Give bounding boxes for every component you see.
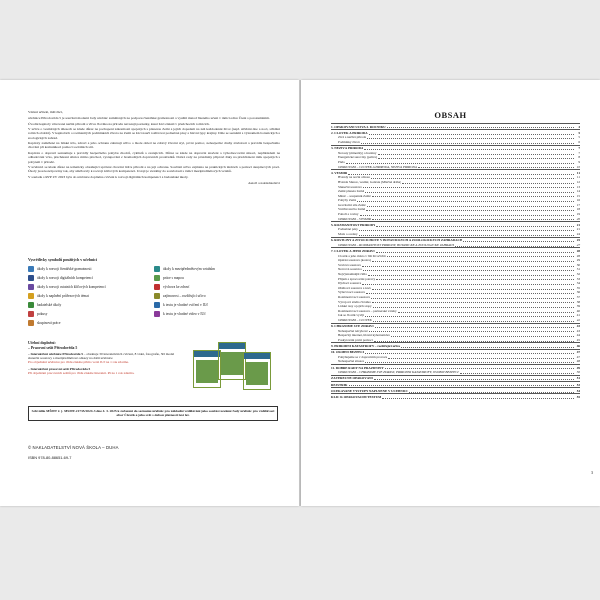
supplement-description: – obsahuje 30 interaktivních cvičení, 8 videí, fotografie, 3D model sluneční soustavy a mezipředmětové odkazy na další učebnice bbox=[28, 352, 175, 361]
toc-entry-page: 7 bbox=[578, 150, 580, 155]
intro-paragraph: Úvodní kapitoly věnované nežité přírodě a vlivu člověka na přírodu navazují poznatky, které žáci získali v předchozích ročnících. bbox=[28, 121, 210, 126]
toc-entry-page: 53 bbox=[576, 382, 580, 387]
supplements-list bbox=[28, 352, 178, 377]
toc-leader-dots bbox=[368, 275, 574, 276]
toc-entry-page: 19 bbox=[576, 212, 580, 217]
toc-entry-label: OPAKOVÁNÍ – CHRÁNÍME SVÉ ZDRAVÍ, PŘÍRODNÍ KATASTROFY, OSOBNÍ BEZPEČÍ bbox=[338, 371, 459, 375]
toc-entry-label: Pohybujeme se v dopravním provozu bbox=[338, 355, 388, 359]
intro-text bbox=[28, 110, 280, 187]
legend-title: Vysvětlivky symbolů použitých v učebnici bbox=[28, 258, 98, 262]
toc-entry-page: 46 bbox=[576, 344, 580, 349]
toc-entry-page: 28 bbox=[576, 249, 580, 253]
toc-leader-dots bbox=[376, 252, 574, 253]
toc-entry-label: REJSTŘÍK bbox=[331, 383, 348, 387]
toc-entry-page: 44 bbox=[576, 333, 580, 338]
toc-entry-page: 30 bbox=[576, 262, 580, 267]
toc-entry-page: 21 bbox=[576, 227, 580, 232]
toc-leader-dots bbox=[348, 174, 574, 175]
toc-entry-label: 10. OSOBNÍ BEZPEČÍ bbox=[331, 351, 365, 355]
toc-entry-page: 38 bbox=[576, 299, 580, 304]
toc-entry-page: 8 bbox=[578, 155, 580, 160]
reading-icon bbox=[28, 266, 34, 272]
toc-entry-page: 11 bbox=[576, 170, 580, 175]
toc-leader-dots bbox=[371, 178, 574, 179]
legend-item bbox=[28, 291, 154, 300]
toc-leader-dots bbox=[372, 261, 574, 262]
toc-entry-page: 20 bbox=[576, 216, 580, 221]
legend-item bbox=[28, 264, 154, 273]
toc-entry-label: 8. CHRÁNÍME SVÉ ZDRAVÍ bbox=[331, 325, 374, 329]
key-competence-icon bbox=[28, 284, 34, 290]
toc-entry-label: Měsíc – souputník Země bbox=[338, 194, 371, 198]
health-icon bbox=[154, 284, 160, 290]
toc-entry-page: 7 bbox=[578, 146, 580, 151]
legend-label: úkoly k rozvoji digitálních kompetencí bbox=[37, 275, 93, 280]
supplements-heading: Učební doplnění: bbox=[28, 341, 56, 345]
toc-leader-dots bbox=[387, 256, 574, 257]
toc-row-chapter[interactable] bbox=[331, 364, 580, 370]
toc-leader-dots bbox=[372, 196, 574, 197]
toc-entry-page: 13 bbox=[576, 184, 580, 189]
video-icon bbox=[154, 311, 160, 317]
toc-entry-label: 1. OPAKOVÁNÍ UČIVA 4. ROČNÍKU bbox=[331, 125, 386, 129]
toc-entry-page: 43 bbox=[576, 328, 580, 333]
toc-row-chapter[interactable] bbox=[331, 375, 580, 381]
toc-entry-label: KLÍČ K OPAKOVACÍM TESTŮM bbox=[331, 395, 382, 399]
toc-entry-page: 27 bbox=[576, 242, 580, 247]
supplement-item bbox=[28, 367, 178, 375]
toc-entry-page: 4 bbox=[578, 124, 580, 129]
toc-entry-label: Půda bbox=[338, 160, 345, 164]
intro-paragraph: V učebnici se klade důraz na tematicky obsahující správné chování lidí k přírodě a na její ochranu. Součástí učivo zejména na praktických úlohách a pomocí skupinových prací. Úkoly jsou koncipovány tak, aby směřovaly k rozvoji klíčových kompetencí. Ustojí je uváděny do souvislostí s rámcí mezipředmětových vztahů. bbox=[28, 165, 280, 174]
toc-entry-page: 36 bbox=[576, 290, 580, 295]
ministry-approval-box: Schválilo MŠMT č. j. MSMT-21735/2024-3 dne 4. 3. 2025 k zařazení do seznamu učebnic pro základní vzdělávání jako součást ucelené řady učebnic pro vzdělávací obor Člověk a jeho svět s dobou platnosti šest let. bbox=[28, 406, 278, 421]
toc-entry-label: Nejvýznamnější čidla bbox=[338, 272, 367, 276]
toc-entry-label: Pohyby Země bbox=[338, 199, 357, 203]
toc-row-chapter[interactable] bbox=[331, 123, 580, 129]
toc-entry-label: OPAKOVÁNÍ – ROZMANITOST PŘÍRODY, BOTANICKÉ A ZOOLOGICKÉ ZAHRADY bbox=[338, 243, 455, 247]
toc-leader-dots bbox=[361, 143, 574, 144]
toc-entry-page: 50 bbox=[576, 370, 580, 375]
toc-leader-dots bbox=[373, 321, 574, 322]
toc-entry-page: 35 bbox=[576, 285, 580, 290]
cross-curricular-icon bbox=[154, 266, 160, 272]
right-page bbox=[301, 80, 600, 506]
toc-row-chapter[interactable] bbox=[331, 247, 580, 253]
supplement-item bbox=[28, 352, 178, 364]
toc-entry-page: 34 bbox=[576, 281, 580, 286]
toc-leader-dots bbox=[362, 266, 574, 267]
supplement-note: Při objednání pracovních sešitů pro třídu získáte Interakti. Pš na 1 rok zdarma. bbox=[28, 370, 135, 375]
toc-leader-dots bbox=[398, 312, 574, 313]
toc-entry-page: 51 bbox=[576, 376, 580, 381]
toc-entry-page: 5 bbox=[578, 130, 580, 135]
toc-entry-page: 25 bbox=[576, 238, 580, 243]
toc-entry-label: Lidské rasy a jejich stopy bbox=[338, 305, 372, 309]
toc-leader-dots bbox=[376, 226, 574, 227]
toc-entry-label: 11. DOBRÉ RADY NA PRÁZDNINY bbox=[331, 366, 384, 370]
toc-entry-page: 31 bbox=[576, 267, 580, 272]
toc-leader-dots bbox=[372, 289, 574, 290]
intro-paragraph: Kapitola o dopravě seznamuje s pravidly bezpečného pohybu chodců, cyklistů a cestujících. Důraz se klade na dopravní značení a vyhodnocování situací, napříkladem na odhadování včas, přecházení silnice mimo přechod, vystupování z hromadných dopravních prostředků. Dobré rady na prázdniny připraví žáky na předcházení rizik spojených s pobytem v přírodě. bbox=[28, 151, 280, 164]
toc-entry-label: Dýchací soustava bbox=[338, 282, 362, 286]
toc-entry-page: 55 bbox=[576, 394, 580, 399]
toc-entry-label: Podnebné pásy bbox=[338, 228, 358, 232]
toc-leader-dots bbox=[369, 134, 574, 135]
toc-leader-dots bbox=[372, 302, 574, 303]
toc-leader-dots bbox=[365, 353, 574, 354]
toc-leader-dots bbox=[382, 398, 574, 399]
toc-entry-label: Země planeta Země bbox=[338, 190, 365, 194]
legend-label: úkoly k rozvoji ostatních klíčových kompetencí bbox=[37, 284, 106, 289]
research-icon bbox=[28, 302, 34, 308]
legend-label: úkoly k mezipředmětovým vztahům bbox=[163, 266, 215, 271]
toc-title: OBSAH bbox=[434, 110, 467, 120]
toc-leader-dots bbox=[375, 327, 574, 328]
supplements-title bbox=[28, 341, 77, 350]
toc-entry-label: Bezpečný internet, hlavní kybernetická bbox=[338, 334, 390, 338]
toc-entry-label: OPAKOVÁNÍ – ČLOVĚK bbox=[338, 318, 372, 322]
toc-entry-label: Vylučovací soustava bbox=[338, 291, 366, 295]
legend-item bbox=[154, 300, 280, 309]
toc-leader-dots bbox=[362, 284, 574, 285]
toc-leader-dots bbox=[374, 341, 574, 342]
book-covers-image bbox=[193, 342, 269, 396]
toc-entry-page: 11 bbox=[576, 175, 580, 180]
toc-entry-page: 32 bbox=[576, 271, 580, 276]
supplement-note: Pro objednání učebnice pro třídu získáte přímo verzi IUč na 1 rok zdarma. bbox=[28, 360, 129, 365]
toc-entry-label: Energetické suroviny (paliva) bbox=[338, 156, 378, 160]
toc-leader-dots bbox=[366, 293, 574, 294]
toc-entry-label: 7. ČLOVĚK A JEHO ZDRAVÍ bbox=[331, 250, 375, 253]
toc-entry-page: 47 bbox=[576, 354, 580, 359]
toc-entry-label: Nerosty (minerály) a horniny bbox=[338, 151, 377, 155]
toc-leader-dots bbox=[359, 230, 574, 231]
toc-entry-label: 6. ROSTLINY A ŽIVOČICHOVÉ V BOTANICKÝCH A ZOOLOGICKÝCH ZAHRADÁCH bbox=[331, 239, 463, 243]
toc-leader-dots bbox=[365, 362, 574, 363]
toc-row-chapter[interactable] bbox=[331, 342, 580, 348]
toc-leader-dots bbox=[365, 192, 574, 193]
toc-entry-label: OPAKOVÁNÍ – VESMÍR bbox=[338, 217, 371, 221]
toc-entry-page: 6 bbox=[578, 139, 580, 144]
toc-leader-dots bbox=[371, 298, 574, 299]
legend-item bbox=[28, 318, 154, 327]
toc-entry-label: OPAKOVÁNÍ – ČLOVĚK A PŘÍRODA, NEŽIVÁ PŘÍRODA bbox=[338, 165, 417, 169]
legend-label: skupinová práce bbox=[37, 320, 61, 325]
toc-entry-page: 37 bbox=[576, 294, 580, 299]
intro-signature: Autoři a nakladatelství bbox=[248, 180, 280, 185]
legend-item bbox=[154, 273, 280, 282]
toc-row-chapter[interactable] bbox=[331, 387, 580, 393]
toc-entry-label: Opěrná soustava (kostra) bbox=[338, 259, 371, 263]
toc-entry-label: Vývojová stádia člověka bbox=[338, 300, 371, 304]
toc-entry-page: 29 bbox=[576, 258, 580, 263]
legend-label: k textu je vhodné video v IUč bbox=[163, 311, 206, 316]
toc-row-chapter[interactable] bbox=[331, 381, 580, 387]
supplement-name: – Interaktivní pracovní sešit Přírodověda 5 bbox=[28, 366, 91, 371]
toc-leader-dots bbox=[391, 336, 574, 337]
toc-entry-label: OČEKÁVANÉ VÝSTUPY NAPLNĚNÉ V UČEBNICI bbox=[331, 389, 408, 393]
toc-leader-dots bbox=[463, 241, 574, 242]
copyright: © NAKLADATELSTVÍ NOVÁ ŠKOLA – DUHA bbox=[28, 445, 119, 450]
toc-row-chapter[interactable] bbox=[331, 145, 580, 151]
table-of-contents bbox=[331, 123, 580, 400]
toc-leader-dots bbox=[369, 331, 574, 332]
toc-leader-dots bbox=[374, 379, 574, 380]
intro-paragraph: V učivu o vesmírných tělesech se klade důraz na pochopení zákonitostí spojených s planetou Zemí a jejích dopadem na náš každodenní život (např. střídání dne a noci, střídání ročních období). V kapitolách o rozmanitých podmínkách života na Zemi se žáci naučí rozlišovat podnebné pásy a hlavní typy krajiny. Dále se seznámí s významem botanických a zoologických zahrad. bbox=[28, 127, 280, 140]
toc-leader-dots bbox=[367, 138, 574, 139]
toc-entry-page: 18 bbox=[576, 207, 580, 212]
toc-entry-label: 3. NEŽIVÁ PŘÍRODA bbox=[331, 147, 364, 151]
toc-entry-page: 28 bbox=[576, 253, 580, 258]
toc-entry-label: Rozmnožovací soustava – partnerské vztahy bbox=[338, 309, 397, 313]
toc-row-chapter[interactable] bbox=[331, 349, 580, 355]
toc-entry-label: Hvězdy na noční obloze bbox=[338, 176, 370, 180]
toc-entry-label: Moře a oceány bbox=[338, 233, 358, 237]
map-icon bbox=[154, 275, 160, 281]
toc-entry-label: Hvězda Slunce, vesmír, Galaxie (Mléčná dráha) bbox=[338, 180, 402, 184]
legend-column-right bbox=[154, 264, 280, 327]
toc-leader-dots bbox=[363, 187, 574, 188]
toc-leader-dots bbox=[346, 163, 574, 164]
toc-entry-page: 42 bbox=[576, 317, 580, 322]
toc-entry-label: 5. ROZMANITOST PŘÍRODY bbox=[331, 223, 376, 227]
toc-entry-label: 2. ČLOVĚK A PŘÍRODA bbox=[331, 131, 368, 135]
toc-leader-dots bbox=[388, 358, 574, 359]
supplements-workbook: – Pracovní sešit Přírodověda 5 bbox=[28, 345, 78, 350]
toc-entry-label: Nebezpečné návykové bbox=[338, 329, 368, 333]
exercise-icon bbox=[154, 302, 160, 308]
toc-row-chapter[interactable] bbox=[331, 393, 580, 399]
toc-entry-label: Živá a neživá příroda bbox=[338, 136, 367, 140]
toc-leader-dots bbox=[366, 210, 574, 211]
toc-entry-label: Nebezpečné situace bbox=[338, 360, 365, 364]
toc-leader-dots bbox=[376, 279, 574, 280]
toc-leader-dots bbox=[378, 158, 574, 159]
toc-entry-page: 5 bbox=[578, 135, 580, 140]
book-cover bbox=[243, 352, 271, 390]
toc-entry-label: Sluneční soustava bbox=[338, 185, 362, 189]
toc-entry-label: Gravitační síla Země bbox=[338, 203, 366, 207]
toc-entry-label: Příjem a zpracování potravy bbox=[338, 277, 376, 281]
toc-entry-label: Pohoří a roviny bbox=[338, 213, 359, 217]
left-page bbox=[0, 80, 299, 506]
legend-label: badatelské úkoly bbox=[37, 302, 62, 307]
toc-entry-label: Rozmnožovací soustava bbox=[338, 295, 370, 299]
toc-entry-page: 16 bbox=[576, 198, 580, 203]
toc-leader-dots bbox=[373, 307, 574, 308]
symbol-legend bbox=[28, 258, 280, 327]
toc-entry-page: 41 bbox=[576, 313, 580, 318]
legend-item bbox=[28, 273, 154, 282]
legend-item bbox=[28, 300, 154, 309]
isbn: ISBN 978-80-88651-69-7 bbox=[28, 455, 72, 460]
toc-entry-page: 10 bbox=[576, 164, 580, 169]
toc-entry-page: 24 bbox=[576, 232, 580, 237]
toc-leader-dots bbox=[364, 149, 574, 150]
experiment-icon bbox=[28, 311, 34, 317]
toc-leader-dots bbox=[363, 270, 574, 271]
pt-icon bbox=[28, 293, 34, 299]
toc-entry-page: 12 bbox=[576, 179, 580, 184]
toc-row-chapter[interactable] bbox=[331, 129, 580, 135]
toc-entry-label: Jak se člověk vyvíjí bbox=[338, 314, 365, 318]
toc-entry-page: 9 bbox=[578, 159, 580, 164]
legend-label: práce s mapou bbox=[163, 275, 184, 280]
toc-entry-page: 14 bbox=[576, 189, 580, 194]
intro-paragraph: V souladu s RVP ZV 2023 byla do učebnice doplněna cvičení k rozvoji digitálních kompetencí a badatelské úkoly. bbox=[28, 175, 189, 180]
intro-paragraph: učebnice Přírodověda 5 je součástí moderní řady učebnic zaměřených na podporu čtenářské gramotnosti a využití metod řízeného učení v rámci edice Čtení s porozuměním. bbox=[28, 115, 270, 120]
toc-entry-page: 47 bbox=[576, 350, 580, 355]
supplement-name: – Interaktivní učebnice Přírodověda 5 bbox=[28, 352, 83, 356]
legend-label: úkoly k naplnění průřezových témat bbox=[37, 293, 89, 298]
toc-entry-label: Člověk a jeho místo v říši živočichů bbox=[338, 254, 386, 258]
toc-leader-dots bbox=[367, 206, 574, 207]
toc-leader-dots bbox=[385, 368, 574, 369]
toc-row-chapter[interactable] bbox=[331, 221, 580, 227]
toc-row-chapter[interactable] bbox=[331, 237, 580, 243]
legend-label: pokusy bbox=[37, 311, 48, 316]
digital-icon bbox=[28, 275, 34, 281]
toc-entry-label: Svalová soustava bbox=[338, 263, 361, 267]
toc-entry-label: Podmínky života bbox=[338, 140, 361, 144]
toc-leader-dots bbox=[349, 385, 575, 386]
toc-leader-dots bbox=[418, 167, 574, 168]
book-cover bbox=[218, 342, 246, 380]
toc-entry-page: 54 bbox=[576, 388, 580, 393]
toc-entry-page: 33 bbox=[576, 276, 580, 281]
intro-greeting: Vážení učitelé, milí žáci, bbox=[28, 110, 63, 114]
toc-leader-dots bbox=[401, 347, 574, 348]
toc-entry-page: 48 bbox=[576, 359, 580, 364]
toc-leader-dots bbox=[378, 154, 574, 155]
legend-label: k textu je vhodné cvičení v IUč bbox=[163, 302, 209, 307]
legend-label: úkoly k rozvoji čtenářské gramotnosti bbox=[37, 266, 92, 271]
toc-entry-page: 40 bbox=[576, 308, 580, 313]
toc-entry-page: 21 bbox=[576, 222, 580, 227]
legend-item bbox=[28, 282, 154, 291]
legend-item bbox=[154, 282, 280, 291]
legend-label: zajímavost – rozšiřující učivo bbox=[163, 293, 206, 298]
toc-leader-dots bbox=[402, 183, 574, 184]
legend-label: výchova ke zdraví bbox=[163, 284, 190, 289]
legend-item bbox=[154, 309, 280, 318]
toc-entry-label: 9. PŘÍRODNÍ KATASTROFY – rozšiřující učivo bbox=[331, 345, 401, 349]
toc-entry-label: Oběhová soustava a krev bbox=[338, 286, 372, 290]
toc-row-chapter[interactable] bbox=[331, 169, 580, 175]
toc-leader-dots bbox=[357, 201, 574, 202]
toc-entry-page: 15 bbox=[576, 193, 580, 198]
page-number: 3 bbox=[591, 470, 593, 475]
toc-leader-dots bbox=[372, 219, 574, 220]
toc-leader-dots bbox=[460, 373, 574, 374]
toc-leader-dots bbox=[360, 215, 574, 216]
toc-leader-dots bbox=[365, 316, 574, 317]
toc-entry-page: 49 bbox=[576, 365, 580, 370]
toc-row-chapter[interactable] bbox=[331, 323, 580, 329]
toc-leader-dots bbox=[409, 392, 574, 393]
legend-item bbox=[154, 291, 280, 300]
interest-icon bbox=[154, 293, 160, 299]
legend-item bbox=[28, 309, 154, 318]
toc-entry-page: 45 bbox=[576, 337, 580, 342]
toc-entry-label: 4. VESMÍR bbox=[331, 171, 348, 175]
toc-entry-page: 43 bbox=[576, 324, 580, 329]
legend-column-left bbox=[28, 264, 154, 327]
toc-entry-label: ZÁVĚREČNÉ OPAKOVÁNÍ bbox=[331, 377, 373, 381]
toc-leader-dots bbox=[359, 235, 574, 236]
group-work-icon bbox=[28, 320, 34, 326]
book-cover bbox=[193, 350, 221, 388]
toc-leader-dots bbox=[455, 246, 574, 247]
toc-entry-label: Nervová soustava bbox=[338, 268, 362, 272]
legend-item bbox=[154, 264, 280, 273]
toc-entry-page: 17 bbox=[576, 202, 580, 207]
toc-leader-dots bbox=[387, 127, 574, 128]
intro-paragraph: Kapitoly zaměřené na lidské tělo, zdraví a jeho ochranu zahrnují učivo o škole ohled na zdravý životní styl, první pomoc, nebezpečné druhy závislostí a pravidla bezpečného chování při komunikaci pomocí sociálních sítí. bbox=[28, 141, 280, 150]
toc-entry-label: Vnitřní stavba Země bbox=[338, 208, 366, 212]
toc-entry-label: Poskytování první pomoci bbox=[338, 338, 373, 342]
toc-entry-page: 39 bbox=[576, 304, 580, 309]
